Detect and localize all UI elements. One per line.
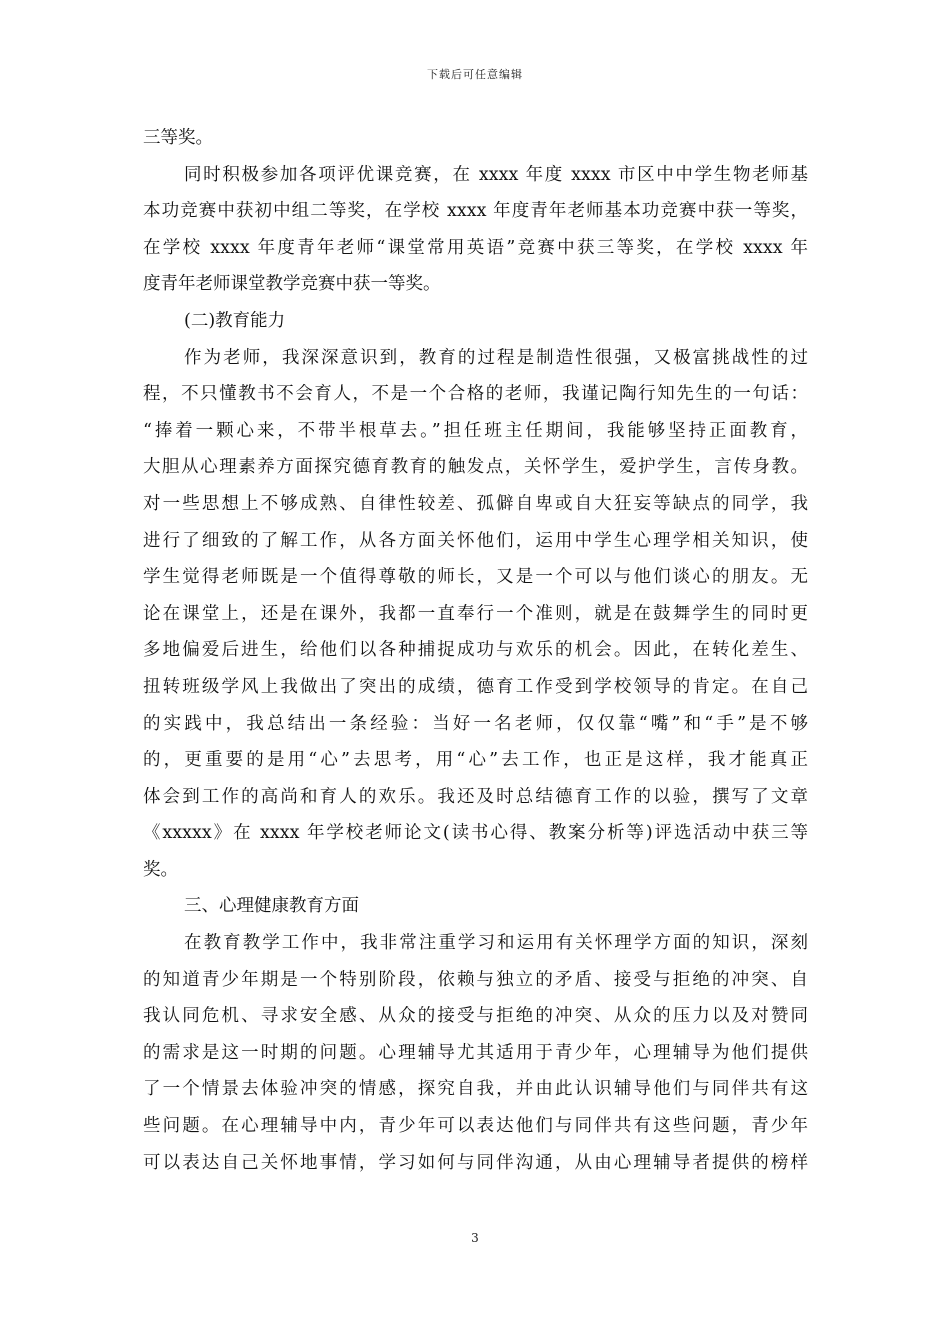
- paragraph-first-line: 同时积极参加各项评优课竞赛，在 xxxx 年度 xxxx 市区中中学生物老师基: [184, 164, 808, 185]
- page-header: 下载后可任意编辑: [427, 68, 523, 81]
- text-line: 可以表达自己关怀地事情，学习如何与同伴沟通，从由心理辅导者提供的榜样: [143, 1152, 808, 1173]
- text-line: 的知道青少年期是一个特别阶段，依赖与独立的矛盾、接受与拒绝的冲突、自: [143, 969, 808, 990]
- page-number: 3: [471, 1231, 479, 1245]
- text-line: 对一些思想上不够成熟、自律性较差、孤僻自卑或自大狂妄等缺点的同学，我: [143, 493, 808, 514]
- text-line: 大胆从心理素养方面探究德育教育的触发点，关怀学生，爱护学生，言传身教。: [143, 457, 808, 478]
- text-line: 的需求是这一时期的问题。心理辅导尤其适用于青少年，心理辅导为他们提供: [143, 1042, 808, 1063]
- text-line: 在学校 xxxx 年度青年老师“课堂常用英语”竞赛中获三等奖，在学校 xxxx 年: [143, 237, 808, 258]
- text-line: 度青年老师课堂教学竞赛中获一等奖。: [143, 274, 441, 295]
- text-line: 奖。: [143, 859, 178, 880]
- text-line: 的，更重要的是用“心”去思考，用“心”去工作，也正是这样，我才能真正: [143, 750, 808, 771]
- text-line: 扭转班级学风上我做出了突出的成绩，德育工作受到学校领导的肯定。在自己: [143, 676, 808, 697]
- paragraph-first-line: 作为老师，我深深意识到，教育的过程是制造性很强，又极富挑战性的过: [184, 347, 808, 368]
- text-line: “捧着一颗心来，不带半根草去。”担任班主任期间，我能够坚持正面教育，: [143, 420, 808, 441]
- text-line: 体会到工作的高尚和育人的欢乐。我还及时总结德育工作的以验，撰写了文章: [143, 786, 808, 807]
- text-line: 论在课堂上，还是在课外，我都一直奉行一个准则，就是在鼓舞学生的同时更: [143, 603, 808, 624]
- text-line: 的实践中，我总结出一条经验：当好一名老师，仅仅靠“嘴”和“手”是不够: [143, 713, 808, 734]
- text-line: 些问题。在心理辅导中内，青少年可以表达他们与同伴共有这些问题，青少年: [143, 1116, 808, 1137]
- document-body: [143, 120, 808, 1181]
- text-line: 《xxxxx》在 xxxx 年学校老师论文(读书心得、教案分析等)评选活动中获三等: [143, 823, 808, 844]
- text-line: 学生觉得老师既是一个值得尊敬的师长，又是一个可以与他们谈心的朋友。无: [143, 567, 808, 588]
- section-heading: (二)教育能力: [184, 310, 286, 331]
- text-line: 程，不只懂教书不会育人，不是一个合格的老师，我谨记陶行知先生的一句话：: [143, 384, 808, 405]
- paragraph-first-line: 在教育教学工作中，我非常注重学习和运用有关怀理学方面的知识，深刻: [184, 933, 808, 954]
- text-line: 我认同危机、寻求安全感、从众的接受与拒绝的冲突、从众的压力以及对赞同: [143, 1006, 808, 1027]
- text-line: 进行了细致的了解工作，从各方面关怀他们，运用中学生心理学相关知识，使: [143, 530, 808, 551]
- text-line: 多地偏爱后进生，给他们以各种捕捉成功与欢乐的机会。因此，在转化差生、: [143, 640, 808, 661]
- text-line: 本功竞赛中获初中组二等奖，在学校 xxxx 年度青年老师基本功竞赛中获一等奖，: [143, 201, 808, 222]
- text-line: 了一个情景去体验冲突的情感，探究自我，并由此认识辅导他们与同伴共有这: [143, 1079, 808, 1100]
- section-heading: 三、心理健康教育方面: [184, 896, 359, 917]
- text-line: 三等奖。: [143, 128, 213, 148]
